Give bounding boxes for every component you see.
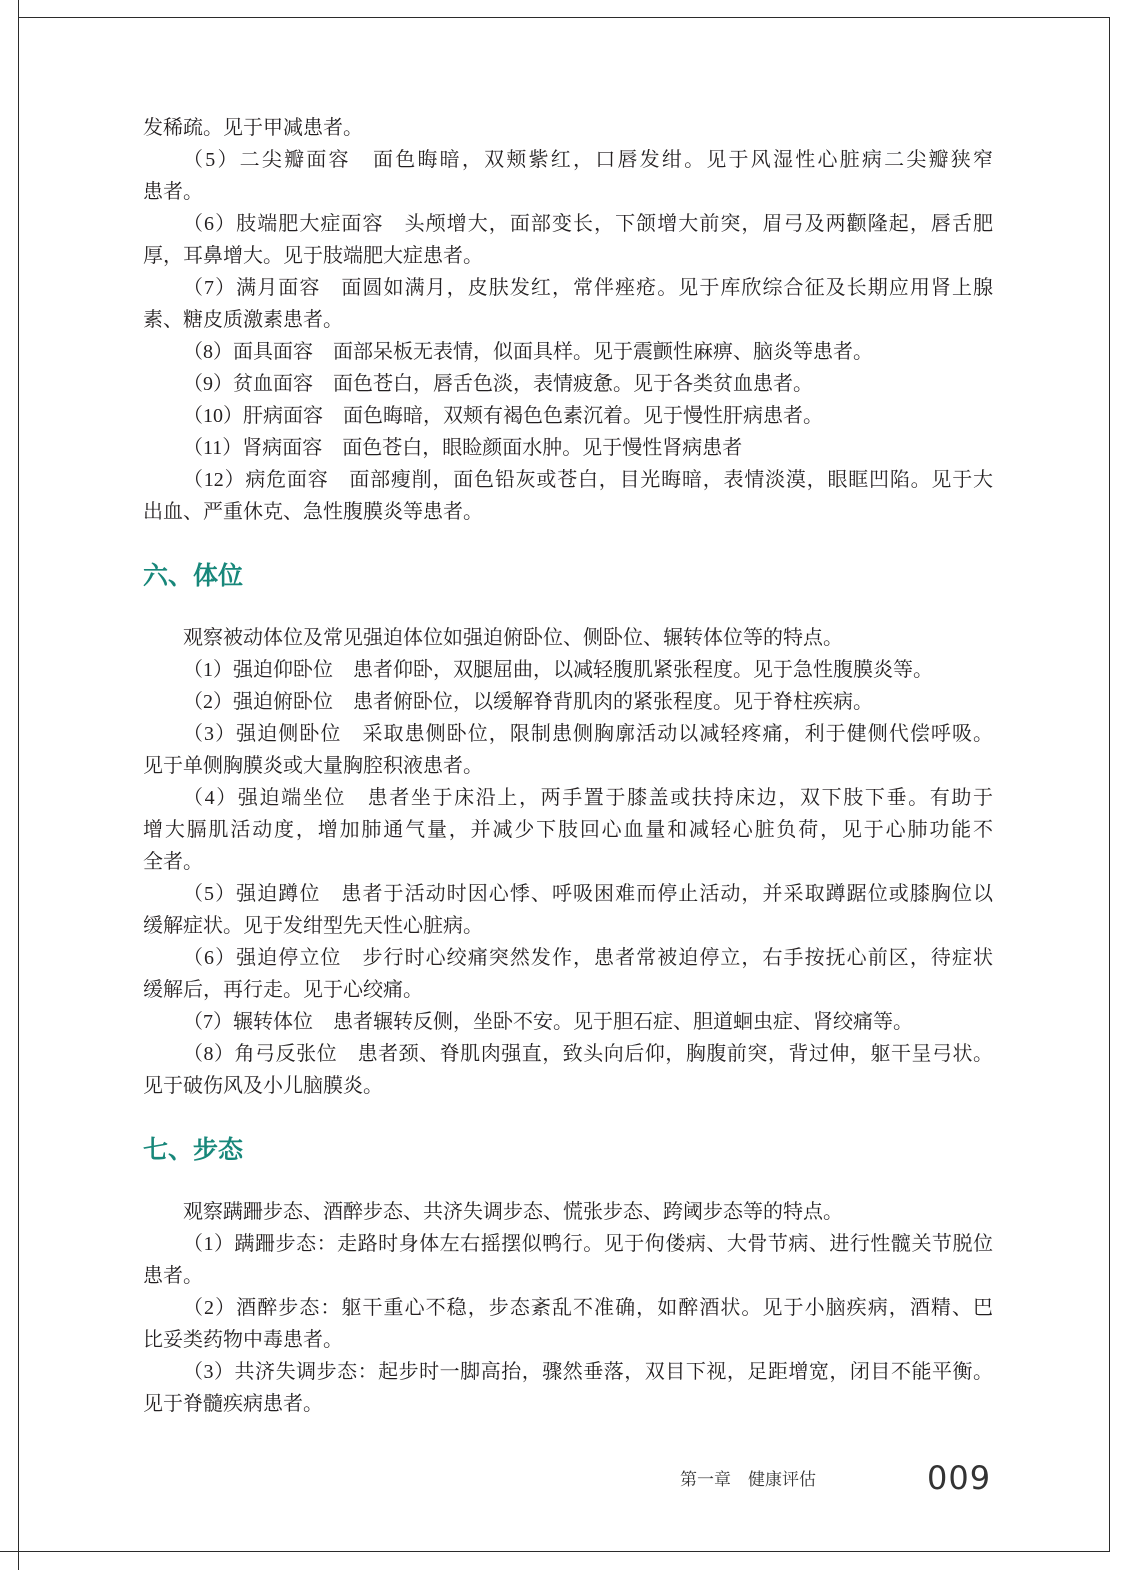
paragraph — [143, 718, 993, 782]
page-frame-top-border — [18, 17, 1110, 18]
page-body — [143, 112, 993, 1420]
body-line: （6）肢端肥大症面容 头颅增大，面部变长，下颌增大前突，眉弓及两颧隆起，唇舌肥 — [183, 213, 993, 235]
paragraph — [143, 686, 993, 718]
paragraph — [143, 942, 993, 1006]
body-line: 比妥类药物中毒患者。 — [143, 1329, 343, 1351]
paragraph — [143, 208, 993, 272]
body-line: 出血、严重休克、急性腹膜炎等患者。 — [143, 501, 483, 523]
body-line: （3）强迫侧卧位 采取患侧卧位，限制患侧胸廓活动以减轻疼痛，利于健侧代偿呼吸。 — [183, 723, 993, 745]
body-line: （2）强迫俯卧位 患者俯卧位，以缓解脊背肌肉的紧张程度。见于脊柱疾病。 — [183, 691, 873, 713]
page-number: 009 — [927, 1459, 992, 1497]
body-line: 缓解症状。见于发绀型先天性心脏病。 — [143, 915, 483, 937]
body-line: 增大膈肌活动度，增加肺通气量，并减少下肢回心血量和减轻心脏负荷，见于心肺功能不 — [143, 819, 993, 841]
paragraph — [143, 622, 993, 654]
paragraph — [143, 1196, 993, 1228]
body-line: 见于破伤风及小儿脑膜炎。 — [143, 1075, 383, 1097]
body-line: （4）强迫端坐位 患者坐于床沿上，两手置于膝盖或扶持床边，双下肢下垂。有助于 — [183, 787, 993, 809]
section-heading: 六、体位 — [143, 561, 244, 590]
paragraph — [143, 1356, 993, 1420]
body-line: （10）肝病面容 面色晦暗，双颊有褐色色素沉着。见于慢性肝病患者。 — [183, 405, 823, 427]
paragraph — [143, 1038, 993, 1102]
paragraph — [143, 782, 993, 878]
section-gait — [143, 1134, 993, 1420]
body-line: 观察被动体位及常见强迫体位如强迫俯卧位、侧卧位、辗转体位等的特点。 — [183, 627, 843, 649]
running-footer-chapter: 第一章 健康评估 — [680, 1470, 816, 1490]
body-line: 患者。 — [143, 181, 203, 203]
body-line: 患者。 — [143, 1265, 203, 1287]
paragraph — [143, 878, 993, 942]
body-line: （11）肾病面容 面色苍白，眼睑颜面水肿。见于慢性肾病患者 — [183, 437, 743, 459]
continued-section — [143, 112, 993, 528]
body-line: （3）共济失调步态：起步时一脚高抬，骤然垂落，双目下视，足距增宽，闭目不能平衡。 — [183, 1361, 993, 1383]
body-line: （1）蹒跚步态：走路时身体左右摇摆似鸭行。见于佝偻病、大骨节病、进行性髋关节脱位 — [183, 1233, 993, 1255]
body-line: （1）强迫仰卧位 患者仰卧，双腿屈曲，以减轻腹肌紧张程度。见于急性腹膜炎等。 — [183, 659, 933, 681]
body-line: 见于脊髓疾病患者。 — [143, 1393, 323, 1415]
page-frame-bottom-border — [0, 1551, 1110, 1552]
paragraph — [143, 272, 993, 336]
paragraph — [143, 464, 993, 528]
body-line: 全者。 — [143, 851, 203, 873]
paragraph — [143, 144, 993, 208]
section-posture — [143, 560, 993, 1102]
paragraph — [143, 1292, 993, 1356]
page-frame-right-border — [1109, 17, 1110, 1552]
paragraph — [143, 432, 993, 464]
body-line: （9）贫血面容 面色苍白，唇舌色淡，表情疲惫。见于各类贫血患者。 — [183, 373, 813, 395]
body-line: （2）酒醉步态：躯干重心不稳，步态紊乱不准确，如醉酒状。见于小脑疾病，酒精、巴 — [183, 1297, 993, 1319]
body-line: （8）角弓反张位 患者颈、脊肌肉强直，致头向后仰，胸腹前突，背过伸，躯干呈弓状。 — [183, 1043, 993, 1065]
paragraph — [143, 654, 993, 686]
body-line: （7）辗转体位 患者辗转反侧，坐卧不安。见于胆石症、胆道蛔虫症、肾绞痛等。 — [183, 1011, 913, 1033]
paragraph — [143, 368, 993, 400]
body-line: 发稀疏。见于甲减患者。 — [143, 117, 363, 139]
paragraph — [143, 336, 993, 368]
body-line: 素、糖皮质激素患者。 — [143, 309, 343, 331]
paragraph — [143, 1006, 993, 1038]
body-line: （12）病危面容 面部瘦削，面色铅灰或苍白，目光晦暗，表情淡漠，眼眶凹陷。见于大 — [183, 469, 993, 491]
paragraph — [143, 400, 993, 432]
body-line: 观察蹒跚步态、酒醉步态、共济失调步态、慌张步态、跨阈步态等的特点。 — [183, 1201, 843, 1223]
paragraph — [143, 112, 993, 144]
body-line: （6）强迫停立位 步行时心绞痛突然发作，患者常被迫停立，右手按抚心前区，待症状 — [183, 947, 993, 969]
page-frame-left-border — [18, 0, 19, 1570]
body-line: 见于单侧胸膜炎或大量胸腔积液患者。 — [143, 755, 483, 777]
body-line: 厚，耳鼻增大。见于肢端肥大症患者。 — [143, 245, 483, 267]
body-line: （5）二尖瓣面容 面色晦暗，双颊紫红，口唇发绀。见于风湿性心脏病二尖瓣狭窄 — [183, 149, 993, 171]
body-line: （8）面具面容 面部呆板无表情，似面具样。见于震颤性麻痹、脑炎等患者。 — [183, 341, 873, 363]
paragraph — [143, 1228, 993, 1292]
body-line: 缓解后，再行走。见于心绞痛。 — [143, 979, 423, 1001]
body-line: （5）强迫蹲位 患者于活动时因心悸、呼吸困难而停止活动，并采取蹲踞位或膝胸位以 — [183, 883, 993, 905]
body-line: （7）满月面容 面圆如满月，皮肤发红，常伴痤疮。见于库欣综合征及长期应用肾上腺 — [183, 277, 993, 299]
section-heading: 七、步态 — [143, 1135, 244, 1164]
